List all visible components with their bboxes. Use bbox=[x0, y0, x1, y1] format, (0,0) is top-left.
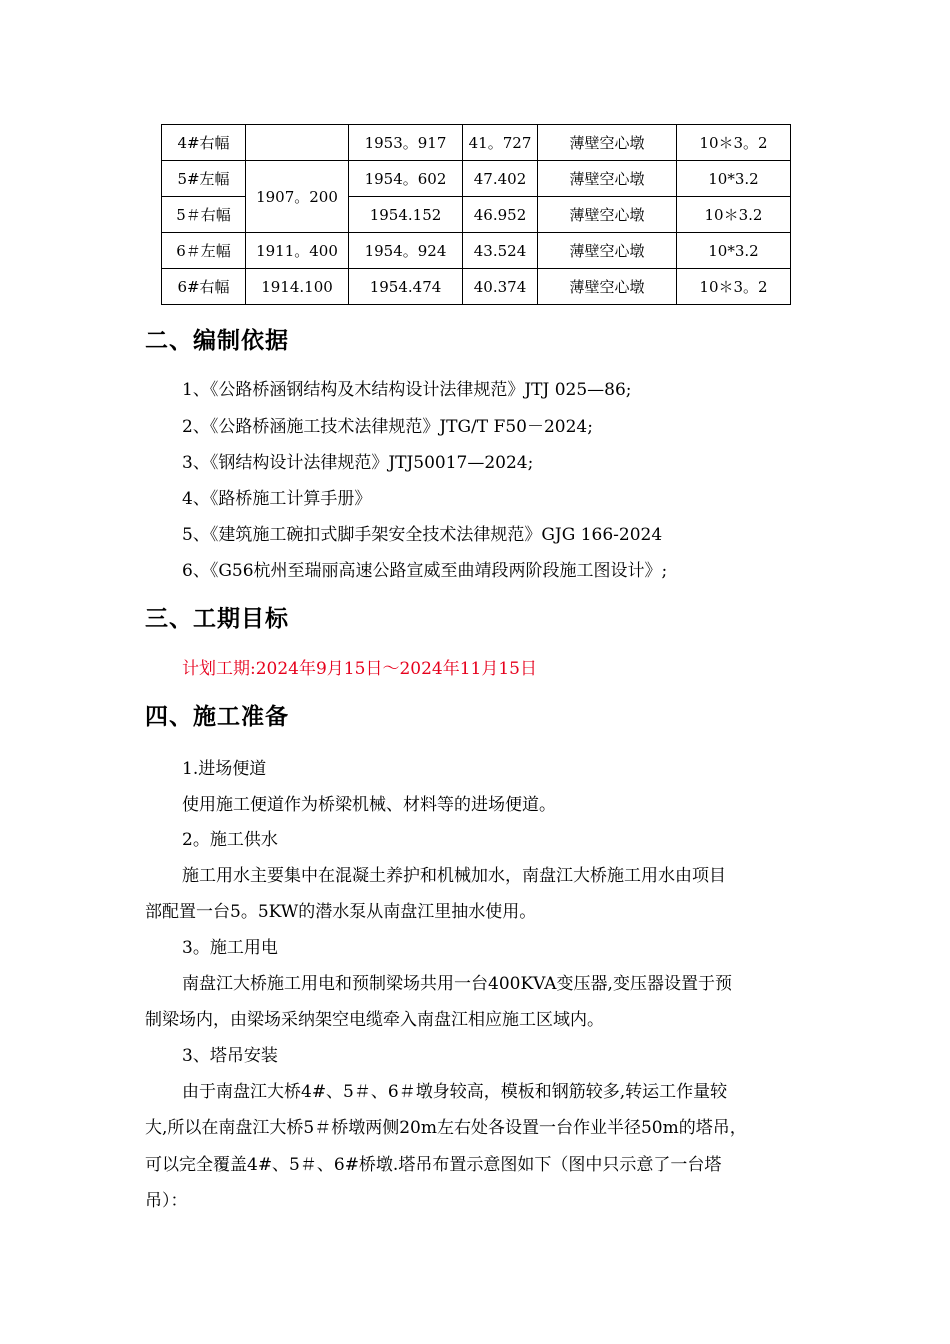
section-heading-basis: 二、编制依据 bbox=[145, 328, 289, 354]
list-item: 4、《路桥施工计算手册》 bbox=[182, 489, 372, 509]
section-heading-preparation: 四、施工准备 bbox=[145, 704, 289, 730]
table-cell: 4#右幅 bbox=[162, 125, 246, 161]
paragraph-text: 南盘江大桥施工用电和预制梁场共用一台400KVA变压器,变压器设置于预 bbox=[182, 974, 732, 994]
table-row bbox=[162, 233, 791, 269]
table-cell: 1953。917 bbox=[349, 125, 463, 161]
table-cell: 10＊3。2 bbox=[677, 269, 791, 305]
paragraph-text: 部配置一台5。5KW的潜水泵从南盘江里抽水使用。 bbox=[145, 902, 537, 922]
table-cell bbox=[246, 125, 349, 161]
table-cell: 薄壁空心墩 bbox=[538, 269, 677, 305]
section-heading-schedule: 三、工期目标 bbox=[145, 606, 289, 632]
list-item: 3、《钢结构设计法律规范》JTJ50017—2024; bbox=[182, 453, 534, 473]
table-cell: 41。727 bbox=[463, 125, 538, 161]
table-cell: 1954.474 bbox=[349, 269, 463, 305]
subheading-access-road: 1.进场便道 bbox=[182, 759, 267, 779]
paragraph-text: 施工用水主要集中在混凝土养护和机械加水，南盘江大桥施工用水由项目 bbox=[182, 866, 726, 886]
subheading-water-supply: 2。施工供水 bbox=[182, 830, 278, 850]
table-cell: 1914.100 bbox=[246, 269, 349, 305]
table-row bbox=[162, 125, 791, 161]
table-cell: 5＃右幅 bbox=[162, 197, 246, 233]
pier-elevation-table bbox=[161, 124, 791, 305]
list-item: 5、《建筑施工碗扣式脚手架安全技术法律规范》GJG 166-2024 bbox=[182, 525, 663, 545]
table-cell: 薄壁空心墩 bbox=[538, 161, 677, 197]
paragraph-text: 制梁场内，由梁场采纳架空电缆牵入南盘江相应施工区域内。 bbox=[145, 1010, 604, 1030]
table-cell: 46.952 bbox=[463, 197, 538, 233]
table-cell: 1954.152 bbox=[349, 197, 463, 233]
paragraph-text: 由于南盘江大桥4#、5＃、6＃墩身较高，模板和钢筋较多,转运工作量较 bbox=[182, 1082, 728, 1102]
paragraph-text: 吊）： bbox=[145, 1191, 188, 1211]
table-cell: 10*3.2 bbox=[677, 233, 791, 269]
table-cell: 40.374 bbox=[463, 269, 538, 305]
table-row bbox=[162, 269, 791, 305]
table-cell: 6#右幅 bbox=[162, 269, 246, 305]
table-cell: 1954。602 bbox=[349, 161, 463, 197]
table-cell: 1954。924 bbox=[349, 233, 463, 269]
table-cell: 43.524 bbox=[463, 233, 538, 269]
list-item: 1、《公路桥涵钢结构及木结构设计法律规范》JTJ 025—86; bbox=[182, 380, 632, 400]
paragraph-text: 使用施工便道作为桥梁机械、材料等的进场便道。 bbox=[182, 795, 556, 815]
list-item: 6、《G56杭州至瑞丽高速公路宣威至曲靖段两阶段施工图设计》; bbox=[182, 561, 668, 581]
table-cell: 薄壁空心墩 bbox=[538, 197, 677, 233]
subheading-tower-crane: 3、塔吊安装 bbox=[182, 1046, 278, 1066]
table-cell: 6＃左幅 bbox=[162, 233, 246, 269]
table-cell-merged: 1907。200 bbox=[246, 161, 349, 233]
paragraph-text: 可以完全覆盖4#、5＃、6#桥墩.塔吊布置示意图如下（图中只示意了一台塔 bbox=[145, 1155, 722, 1175]
table-cell: 薄壁空心墩 bbox=[538, 233, 677, 269]
planned-duration-text: 计划工期:2024年9月15日～2024年11月15日 bbox=[182, 659, 537, 679]
subheading-power-supply: 3。施工用电 bbox=[182, 938, 278, 958]
list-item: 2、《公路桥涵施工技术法律规范》JTG/T F50－2024; bbox=[182, 417, 593, 437]
table-cell: 47.402 bbox=[463, 161, 538, 197]
table-cell: 10*3.2 bbox=[677, 161, 791, 197]
table-cell: 10＊3.2 bbox=[677, 197, 791, 233]
table-cell: 薄壁空心墩 bbox=[538, 125, 677, 161]
paragraph-text: 大,所以在南盘江大桥5＃桥墩两侧20m左右处各设置一台作业半径50m的塔吊， bbox=[145, 1118, 747, 1138]
table-cell: 10＊3。2 bbox=[677, 125, 791, 161]
table-cell: 1911。400 bbox=[246, 233, 349, 269]
table-row bbox=[162, 161, 791, 197]
table-cell: 5#左幅 bbox=[162, 161, 246, 197]
